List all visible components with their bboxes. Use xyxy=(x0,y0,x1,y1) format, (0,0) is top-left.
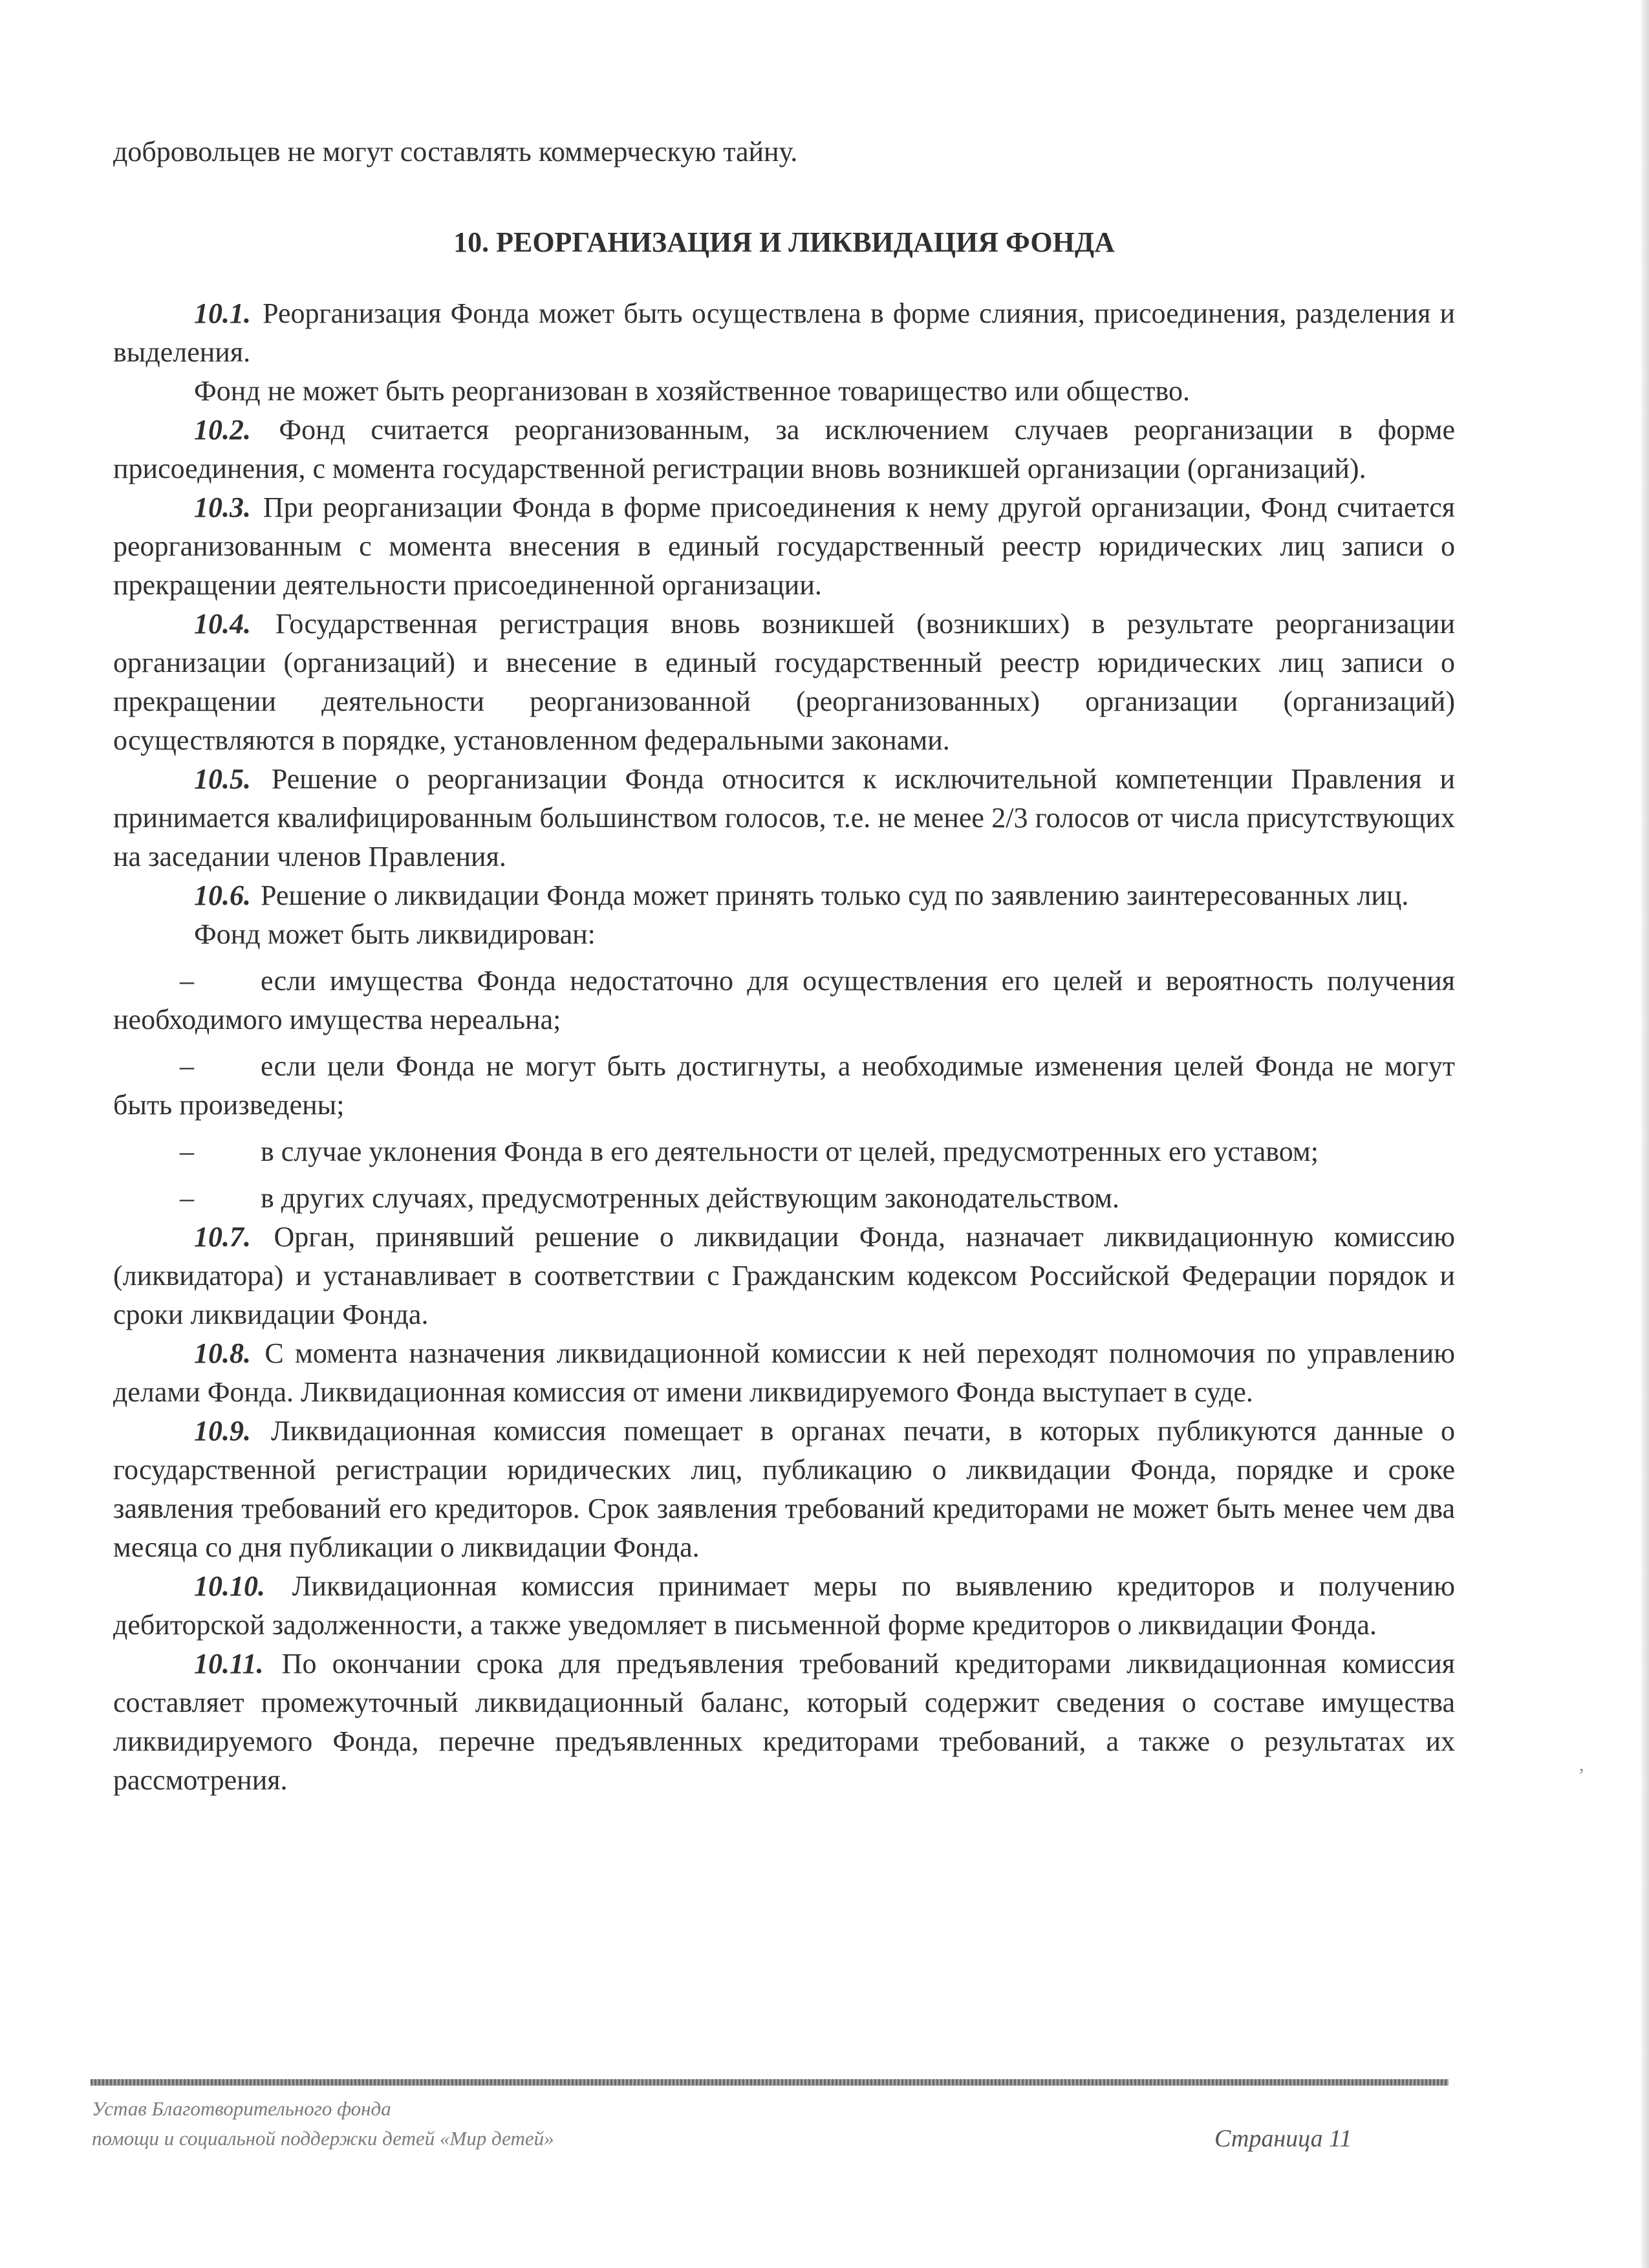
clause-text: Решение о реорганизации Фонда относится к исключительной компетенции Правления и принимается квалифицированным большинством голосов, т.е. не менее 2/3 голосов от числа присутствующих на заседании членов Правления. xyxy=(113,763,1455,872)
list-item xyxy=(113,1179,1455,1218)
list-text: в случае уклонения Фонда в его деятельности от целей, предусмотренных его уставом; xyxy=(261,1136,1319,1167)
clause-number: 10.6. xyxy=(194,880,251,911)
paragraph: Фонд может быть ликвидирован: xyxy=(194,918,596,950)
list-item xyxy=(113,962,1455,1039)
section-heading: 10. РЕОРГАНИЗАЦИЯ И ЛИКВИДАЦИЯ ФОНДА xyxy=(453,226,1115,258)
footer-title-line-1: Устав Благотворительного фонда xyxy=(92,2097,391,2120)
footer-divider xyxy=(91,2079,1449,2086)
clause-number: 10.5. xyxy=(194,763,251,795)
clause-text: Орган, принявший решение о ликвидации Фонда, назначает ликвидационную комиссию (ликвидатора) и устанавливает в соответствии с Гражданским кодексом Российской Федерации порядок и сроки ликвидации Фонда. xyxy=(113,1221,1456,1330)
clause-text: Фонд считается реорганизованным, за исключением случаев реорганизации в форме присоединения, с момента государственной регистрации вновь возникшей организации (организаций). xyxy=(113,414,1455,484)
clause-number: 10.4. xyxy=(194,608,251,640)
clause-text: Государственная регистрация вновь возникшей (возникших) в результате реорганизации организации (организаций) и внесение в единый государственный реестр юридических лиц записи о прекращении деятельности реорганизованной (реорганизованных) организации (организаций) осуществляются в порядке, установленном федеральными законами. xyxy=(113,608,1456,756)
clause-text: Ликвидационная комиссия помещает в органах печати, в которых публикуются данные о государственной регистрации юридических лиц, публикацию о ликвидации Фонда, порядке и сроке заявления требований его кредиторов. Срок заявления требований кредиторами не может быть менее чем два месяца со дня публикации о ликвидации Фонда. xyxy=(113,1415,1455,1563)
clause-text: При реорганизации Фонда в форме присоединения к нему другой организации, Фонд считается реорганизованным с момента внесения в единый государственный реестр юридических лиц записи о прекращении деятельности присоединенной организации. xyxy=(113,491,1455,601)
document-body xyxy=(113,133,1455,1800)
clause-10-7 xyxy=(113,1218,1455,1334)
clause-text: Реорганизация Фонда может быть осуществлена в форме слияния, присоединения, разделения и выделения. xyxy=(113,297,1455,368)
list-text: если цели Фонда не могут быть достигнуты, а необходимые изменения целей Фонда не могут быть произведены; xyxy=(113,1050,1455,1121)
margin-mark: , xyxy=(1579,1754,1584,1775)
clause-10-10 xyxy=(113,1567,1455,1645)
clause-number: 10.11. xyxy=(194,1648,264,1679)
list-text: в других случаях, предусмотренных действующим законодательством. xyxy=(261,1182,1119,1214)
footer-document-title xyxy=(92,2094,554,2154)
list-dash: – xyxy=(180,1136,194,1167)
clause-text: Ликвидационная комиссия принимает меры по выявлению кредиторов и получению дебиторской задолженности, а также уведомляет в письменной форме кредиторов о ликвидации Фонда. xyxy=(113,1570,1456,1641)
clause-number: 10.1. xyxy=(194,297,251,329)
list-dash: – xyxy=(180,965,194,997)
clause-10-11 xyxy=(113,1645,1455,1800)
page-number: Страница 11 xyxy=(1214,2125,1352,2152)
paragraph: Фонд не может быть реорганизован в хозяйственное товарищество или общество. xyxy=(194,375,1190,407)
list-item xyxy=(113,1047,1455,1125)
list-text: если имущества Фонда недостаточно для осуществления его целей и вероятность получения необходимого имущества нереальна; xyxy=(113,965,1455,1035)
clause-text: По окончании срока для предъявления требований кредиторами ликвидационная комиссия составляет промежуточный ликвидационный баланс, который содержит сведения о составе имущества ликвидируемого Фонда, перечне предъявленных кредиторами требований, а также о результатах их рассмотрения. xyxy=(113,1648,1455,1796)
clause-number: 10.8. xyxy=(194,1337,251,1369)
list-dash: – xyxy=(180,1182,194,1214)
clause-10-6 xyxy=(113,876,1455,915)
footer-title-line-2: помощи и социальной поддержки детей «Мир детей» xyxy=(92,2127,554,2150)
clause-number: 10.9. xyxy=(194,1415,251,1447)
clause-10-2 xyxy=(113,411,1455,488)
clause-number: 10.3. xyxy=(194,491,251,523)
clause-10-1 xyxy=(113,294,1455,372)
clause-number: 10.7. xyxy=(194,1221,251,1253)
clause-text: С момента назначения ликвидационной комиссии к ней переходят полномочия по управлению делами Фонда. Ликвидационная комиссия от имени ликвидируемого Фонда выступает в суде. xyxy=(113,1337,1455,1408)
list-item xyxy=(113,1132,1455,1171)
scan-edge-shadow xyxy=(1641,0,1649,2268)
clause-10-3 xyxy=(113,488,1455,605)
list-dash: – xyxy=(180,1050,194,1082)
clause-10-9 xyxy=(113,1412,1455,1567)
clause-10-5 xyxy=(113,760,1455,876)
intro-line: добровольцев не могут составлять коммерческую тайну. xyxy=(113,136,798,167)
clause-number: 10.2. xyxy=(194,414,251,446)
clause-number: 10.10. xyxy=(194,1570,265,1602)
clause-text: Решение о ликвидации Фонда может принять только суд по заявлению заинтересованных лиц. xyxy=(261,880,1409,911)
clause-10-8 xyxy=(113,1334,1455,1412)
clause-10-4 xyxy=(113,605,1455,760)
